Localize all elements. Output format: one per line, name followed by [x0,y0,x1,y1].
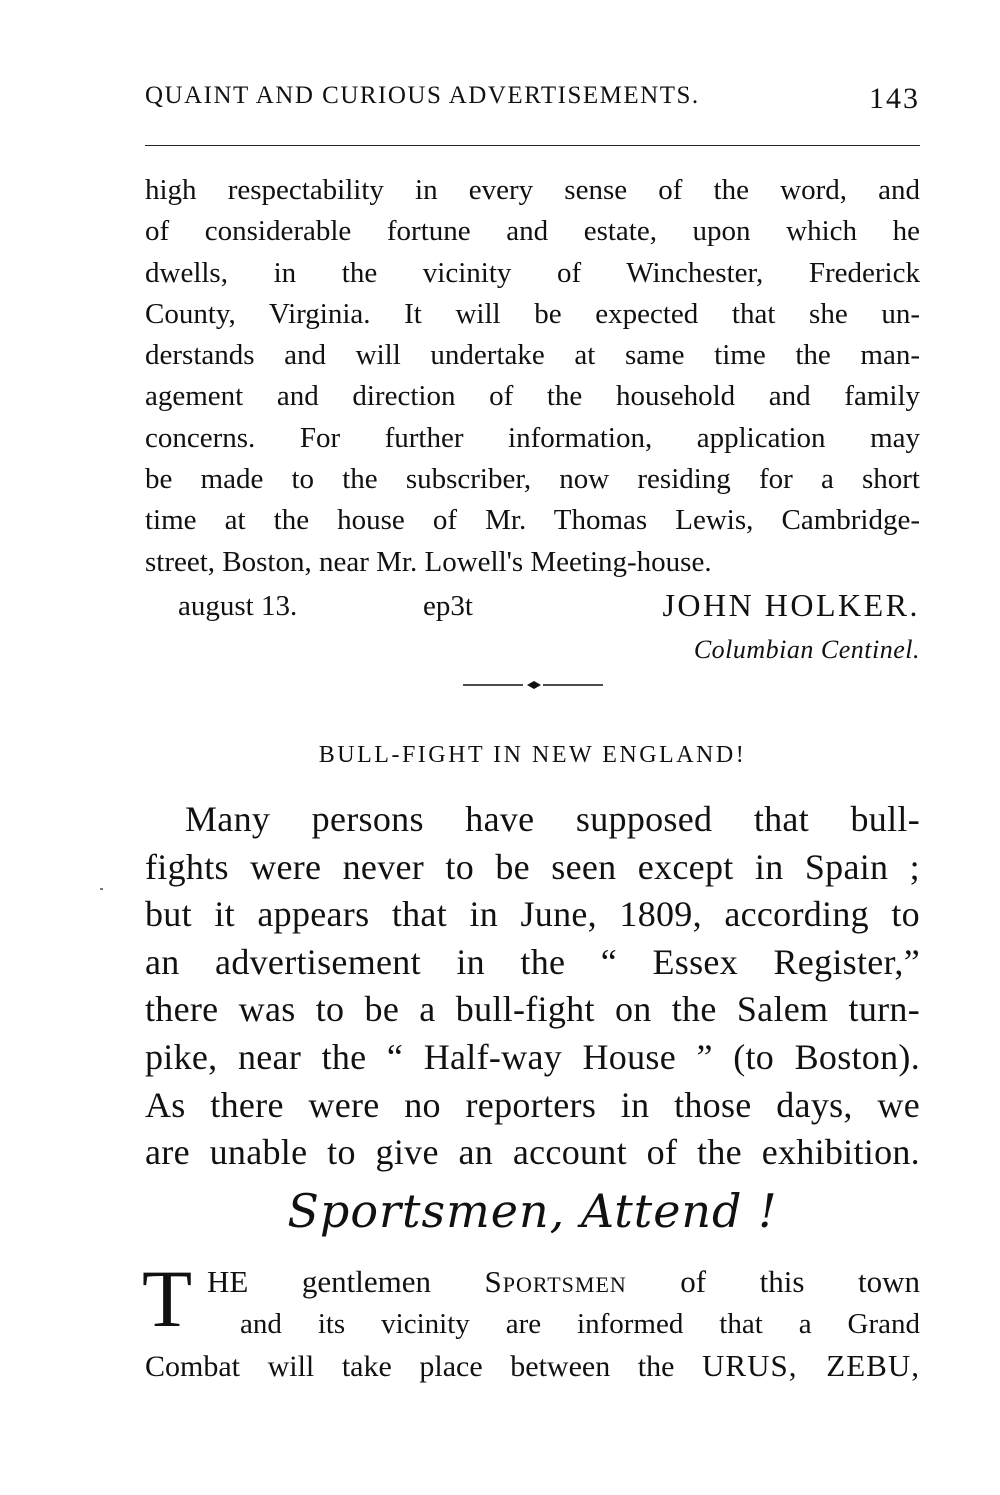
text-line: agement and direction of the household and family [145,380,920,413]
signature-row [178,587,920,630]
ad-date: august 13. [178,590,298,622]
text-line: but it appears that in June, 1809, according to [145,894,920,935]
signature: JOHN HOLKER. [662,587,920,623]
text-line: are unable to give an account of the exhibition. [145,1132,920,1173]
header-rule [145,145,920,146]
ad-line-start: HE gentlemen [207,1264,485,1299]
page-number: 143 [869,82,920,115]
running-title: QUAINT AND CURIOUS ADVERTISEMENTS. [145,82,700,109]
text-line: be made to the subscriber, now residing for a short [145,463,920,496]
source-citation: Columbian Centinel. [693,635,920,664]
text-line: there was to be a bull-fight on the Salem turn- [145,989,920,1030]
ad-code: ep3t [423,590,473,622]
text-line: of considerable fortune and estate, upon which he [145,215,920,248]
text-line: fights were never to be seen except in Spain ; [145,846,920,887]
text-line: street, Boston, near Mr. Lowell's Meeting-house. [145,545,712,578]
text-line: an advertisement in the “ Essex Register,” [145,941,920,982]
ad-smallcaps-word: Sportsmen [484,1264,627,1299]
ad-caps-words: URUS, ZEBU, [702,1348,920,1383]
ad-heading: Sportsmen, Attend ! [287,1184,778,1238]
running-head [145,82,920,122]
text-line: pike, near the “ Half-way House ” (to Boston). [145,1036,920,1077]
ad-line-end: of this town [626,1264,920,1299]
text-line: high respectability in every sense of the word, and [145,174,920,206]
ad-line [207,1264,920,1300]
divider-ornament [463,675,603,695]
ad-line [145,1348,920,1384]
text-line: derstands and will undertake at same time the man- [145,339,920,372]
text-line: County, Virginia. It will be expected that she un- [145,297,920,330]
text-line: Many persons have supposed that bull- [185,799,920,839]
bullfight-paragraph [145,796,920,1177]
ad-line: and its vicinity are informed that a Grand [240,1308,920,1340]
section-title: BULL-FIGHT IN NEW ENGLAND! [318,742,747,768]
text-line: concerns. For further information, application may [145,421,920,454]
text-line: dwells, in the vicinity of Winchester, Frederick [145,256,920,289]
text-line: time at the house of Mr. Thomas Lewis, Cambridge- [145,504,920,537]
drop-cap: T [142,1253,193,1344]
ad-line-start: Combat will take place between the [145,1350,703,1383]
continued-advertisement-text [145,170,920,583]
margin-speck [100,888,103,890]
text-line: As there were no reporters in those days, we [145,1084,920,1125]
